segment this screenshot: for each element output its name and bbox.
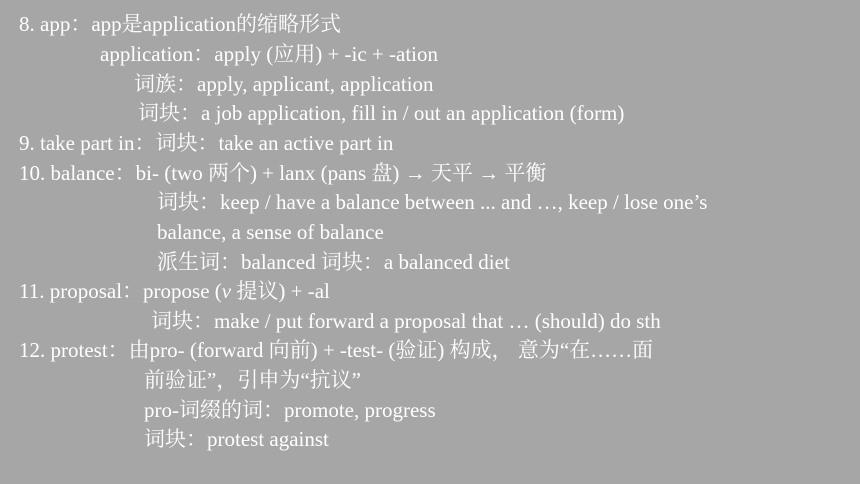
- entry-app-derivation: application：apply (应用) + -ic + -ation: [100, 42, 439, 66]
- entry-proposal-heading-suffix: 提议) + -al: [231, 279, 330, 303]
- entry-protest-affix-words: pro-词缀的词：promote, progress: [144, 398, 436, 422]
- entry-app-heading: 8. app：app是application的缩略形式: [19, 12, 341, 36]
- entry-proposal-part-of-speech: v: [221, 279, 232, 303]
- entry-protest-heading: 12. protest：由pro- (forward 向前) + -test- (验证) 构成， 意为“在……面: [19, 338, 654, 362]
- entry-protest-chunks: 词块：protest against: [144, 427, 329, 451]
- entry-take-part-in-heading: 9. take part in：词块：take an active part in: [19, 131, 394, 155]
- entry-app-word-family: 词族：apply, applicant, application: [134, 72, 434, 96]
- entry-balance-derived: 派生词：balanced 词块：a balanced diet: [157, 250, 510, 274]
- entry-balance-heading: 10. balance：bi- (two 两个) + lanx (pans 盘) → 天平 → 平衡: [19, 161, 547, 185]
- entry-balance-chunks-line1: 词块：keep / have a balance between ... and …, keep / lose one’s: [157, 190, 708, 214]
- entry-balance-chunks-line2: balance, a sense of balance: [157, 220, 384, 244]
- entry-app-chunks: 词块：a job application, fill in / out an application (form): [138, 101, 625, 125]
- entry-proposal-heading: [19, 278, 330, 304]
- entry-protest-heading-continued: 前验证”，引申为“抗议”: [144, 368, 361, 392]
- entry-proposal-heading-prefix: 11. proposal：propose (: [19, 279, 222, 303]
- entry-proposal-chunks: 词块：make / put forward a proposal that … (should) do sth: [151, 309, 661, 333]
